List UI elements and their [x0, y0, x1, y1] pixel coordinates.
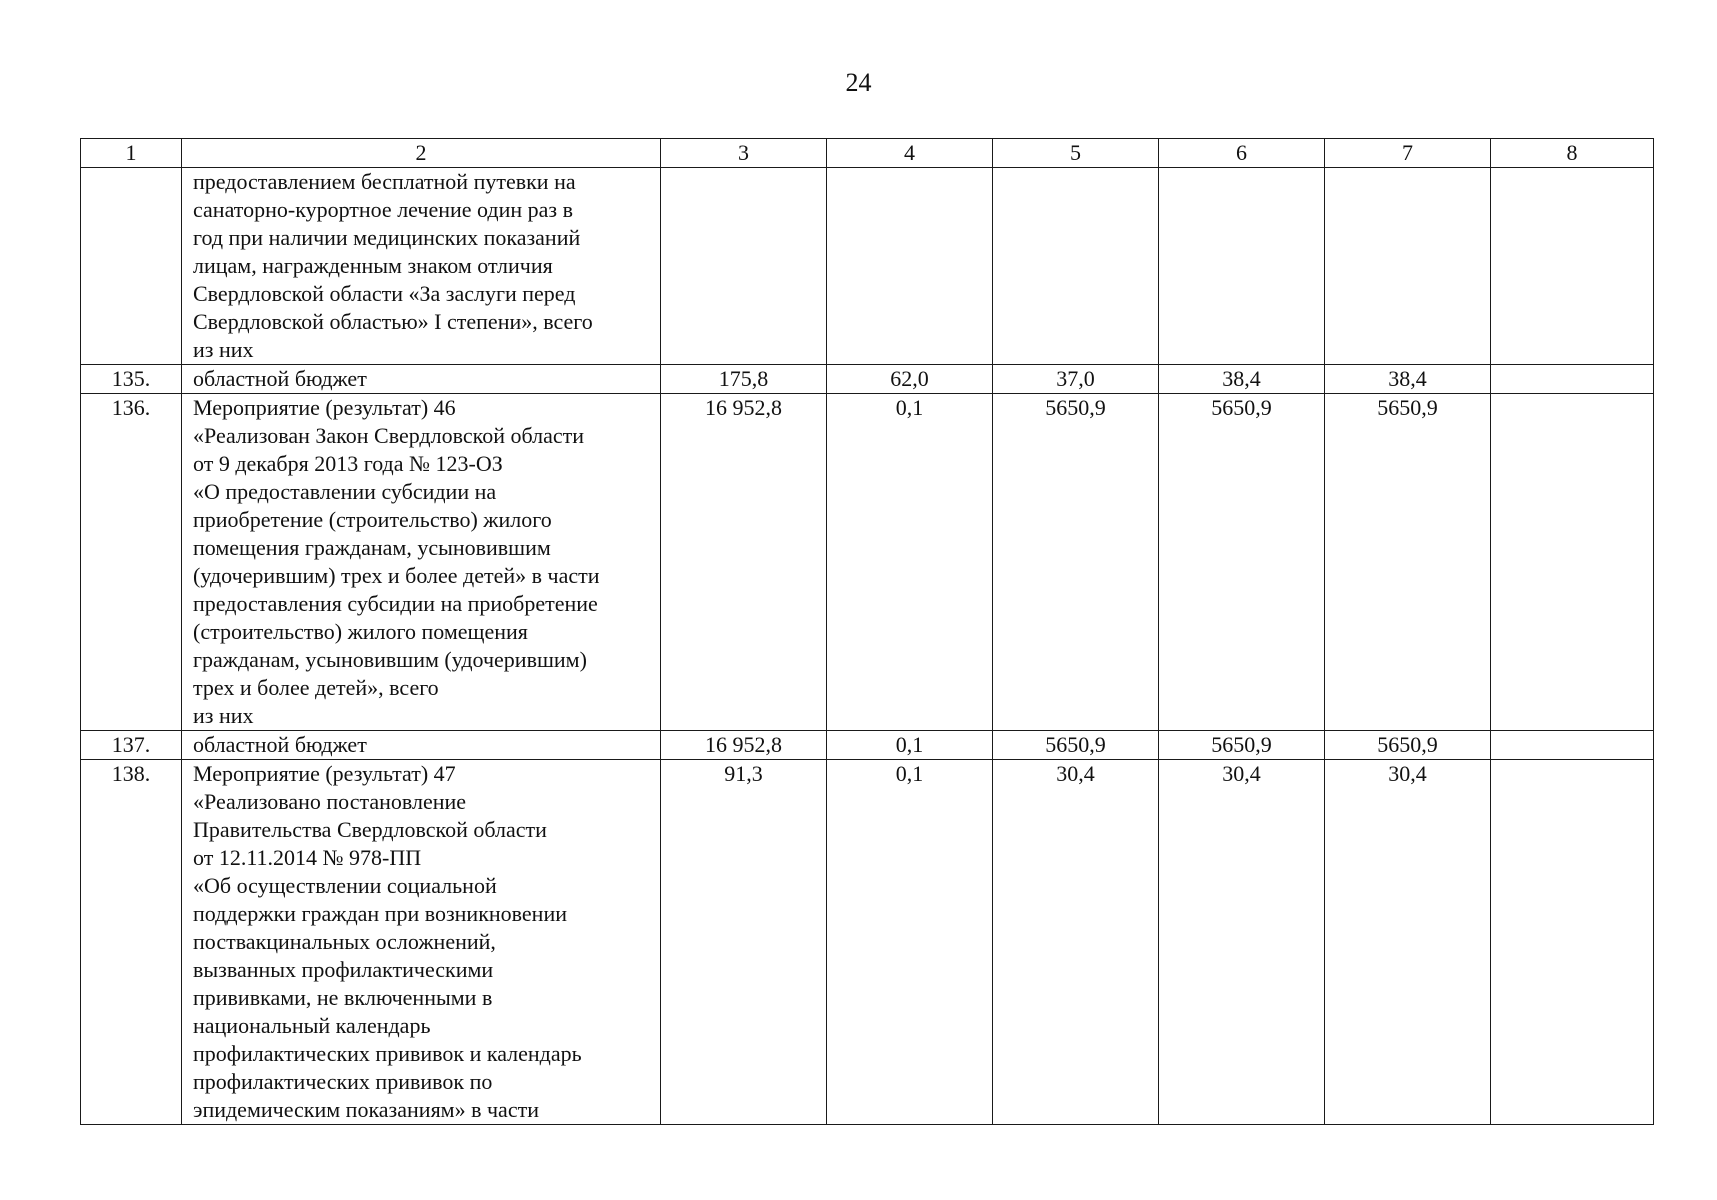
column-number: 2	[182, 139, 661, 168]
value-cell-col-7: 5650,9	[1325, 731, 1491, 760]
description-line: предоставлением бесплатной путевки на	[193, 169, 576, 194]
value-cell-col-3: 16 952,8	[661, 731, 827, 760]
value-cell-col-3	[661, 168, 827, 365]
description-line: поствакцинальных осложнений,	[193, 929, 496, 954]
description-line: Правительства Свердловской области	[193, 817, 547, 842]
value-cell-col-8	[1491, 365, 1654, 394]
description-line: национальный календарь	[193, 1013, 431, 1038]
description-line: из них	[193, 337, 254, 362]
value-cell-col-3: 16 952,8	[661, 394, 827, 731]
value-cell-col-4: 0,1	[827, 731, 993, 760]
value-cell-col-7	[1325, 168, 1491, 365]
value-cell-col-5: 5650,9	[993, 731, 1159, 760]
table-row	[81, 168, 1654, 365]
description-line: гражданам, усыновившим (удочерившим)	[193, 647, 587, 672]
value-cell-col-8	[1491, 731, 1654, 760]
value-cell-col-7: 5650,9	[1325, 394, 1491, 731]
value-cell-col-5: 37,0	[993, 365, 1159, 394]
page-number: 24	[845, 68, 872, 97]
budget-table	[80, 138, 1654, 1125]
value-cell-col-5: 5650,9	[993, 394, 1159, 731]
row-description	[182, 394, 661, 731]
description-line: от 9 декабря 2013 года № 123-ОЗ	[193, 451, 503, 476]
column-number: 3	[661, 139, 827, 168]
description-line: Свердловской областью» I степени», всего	[193, 309, 593, 334]
table-row	[81, 760, 1654, 1125]
row-description	[182, 168, 661, 365]
value-cell-col-8	[1491, 168, 1654, 365]
value-cell-col-4: 0,1	[827, 394, 993, 731]
description-line: прививками, не включенными в	[193, 985, 493, 1010]
description-line: (строительство) жилого помещения	[193, 619, 528, 644]
value-cell-col-4	[827, 168, 993, 365]
column-number: 4	[827, 139, 993, 168]
description-line: профилактических прививок по	[193, 1069, 493, 1094]
description-line: эпидемическим показаниям» в части	[193, 1097, 539, 1122]
value-cell-col-6: 30,4	[1159, 760, 1325, 1125]
description-line: Мероприятие (результат) 47	[193, 761, 456, 786]
description-line: «О предоставлении субсидии на	[193, 479, 497, 504]
value-cell-col-7: 30,4	[1325, 760, 1491, 1125]
value-cell-col-6	[1159, 168, 1325, 365]
value-cell-col-6: 38,4	[1159, 365, 1325, 394]
column-number-row	[81, 139, 1654, 168]
description-line: областной бюджет	[193, 366, 367, 391]
row-number: 138.	[81, 760, 182, 1125]
table-body	[81, 139, 1654, 1125]
table-row	[81, 365, 1654, 394]
row-number: 136.	[81, 394, 182, 731]
value-cell-col-7: 38,4	[1325, 365, 1491, 394]
description-line: «Реализован Закон Свердловской области	[193, 423, 585, 448]
description-line: предоставления субсидии на приобретение	[193, 591, 598, 616]
value-cell-col-3: 175,8	[661, 365, 827, 394]
description-line: год при наличии медицинских показаний	[193, 225, 581, 250]
column-number: 7	[1325, 139, 1491, 168]
value-cell-col-8	[1491, 760, 1654, 1125]
row-description	[182, 365, 661, 394]
value-cell-col-5	[993, 168, 1159, 365]
row-number: 135.	[81, 365, 182, 394]
column-number: 6	[1159, 139, 1325, 168]
description-line: вызванных профилактическими	[193, 957, 494, 982]
table-row	[81, 731, 1654, 760]
description-line: от 12.11.2014 № 978-ПП	[193, 845, 422, 870]
description-line: санаторно-курортное лечение один раз в	[193, 197, 573, 222]
description-line: областной бюджет	[193, 732, 367, 757]
value-cell-col-4: 62,0	[827, 365, 993, 394]
column-number: 1	[81, 139, 182, 168]
value-cell-col-4: 0,1	[827, 760, 993, 1125]
description-line: «Об осуществлении социальной	[193, 873, 497, 898]
column-number: 5	[993, 139, 1159, 168]
value-cell-col-6: 5650,9	[1159, 394, 1325, 731]
description-line: из них	[193, 703, 254, 728]
value-cell-col-3: 91,3	[661, 760, 827, 1125]
value-cell-col-8	[1491, 394, 1654, 731]
description-line: Свердловской области «За заслуги перед	[193, 281, 576, 306]
description-line: лицам, награжденным знаком отличия	[193, 253, 553, 278]
column-number: 8	[1491, 139, 1654, 168]
row-description	[182, 760, 661, 1125]
description-line: поддержки граждан при возникновении	[193, 901, 567, 926]
description-line: Мероприятие (результат) 46	[193, 395, 456, 420]
description-line: помещения гражданам, усыновившим	[193, 535, 551, 560]
row-number: 137.	[81, 731, 182, 760]
table-row	[81, 394, 1654, 731]
value-cell-col-5: 30,4	[993, 760, 1159, 1125]
description-line: приобретение (строительство) жилого	[193, 507, 552, 532]
description-line: трех и более детей», всего	[193, 675, 439, 700]
description-line: «Реализовано постановление	[193, 789, 467, 814]
value-cell-col-6: 5650,9	[1159, 731, 1325, 760]
row-description	[182, 731, 661, 760]
description-line: (удочерившим) трех и более детей» в части	[193, 563, 600, 588]
description-line: профилактических прививок и календарь	[193, 1041, 582, 1066]
row-number	[81, 168, 182, 365]
